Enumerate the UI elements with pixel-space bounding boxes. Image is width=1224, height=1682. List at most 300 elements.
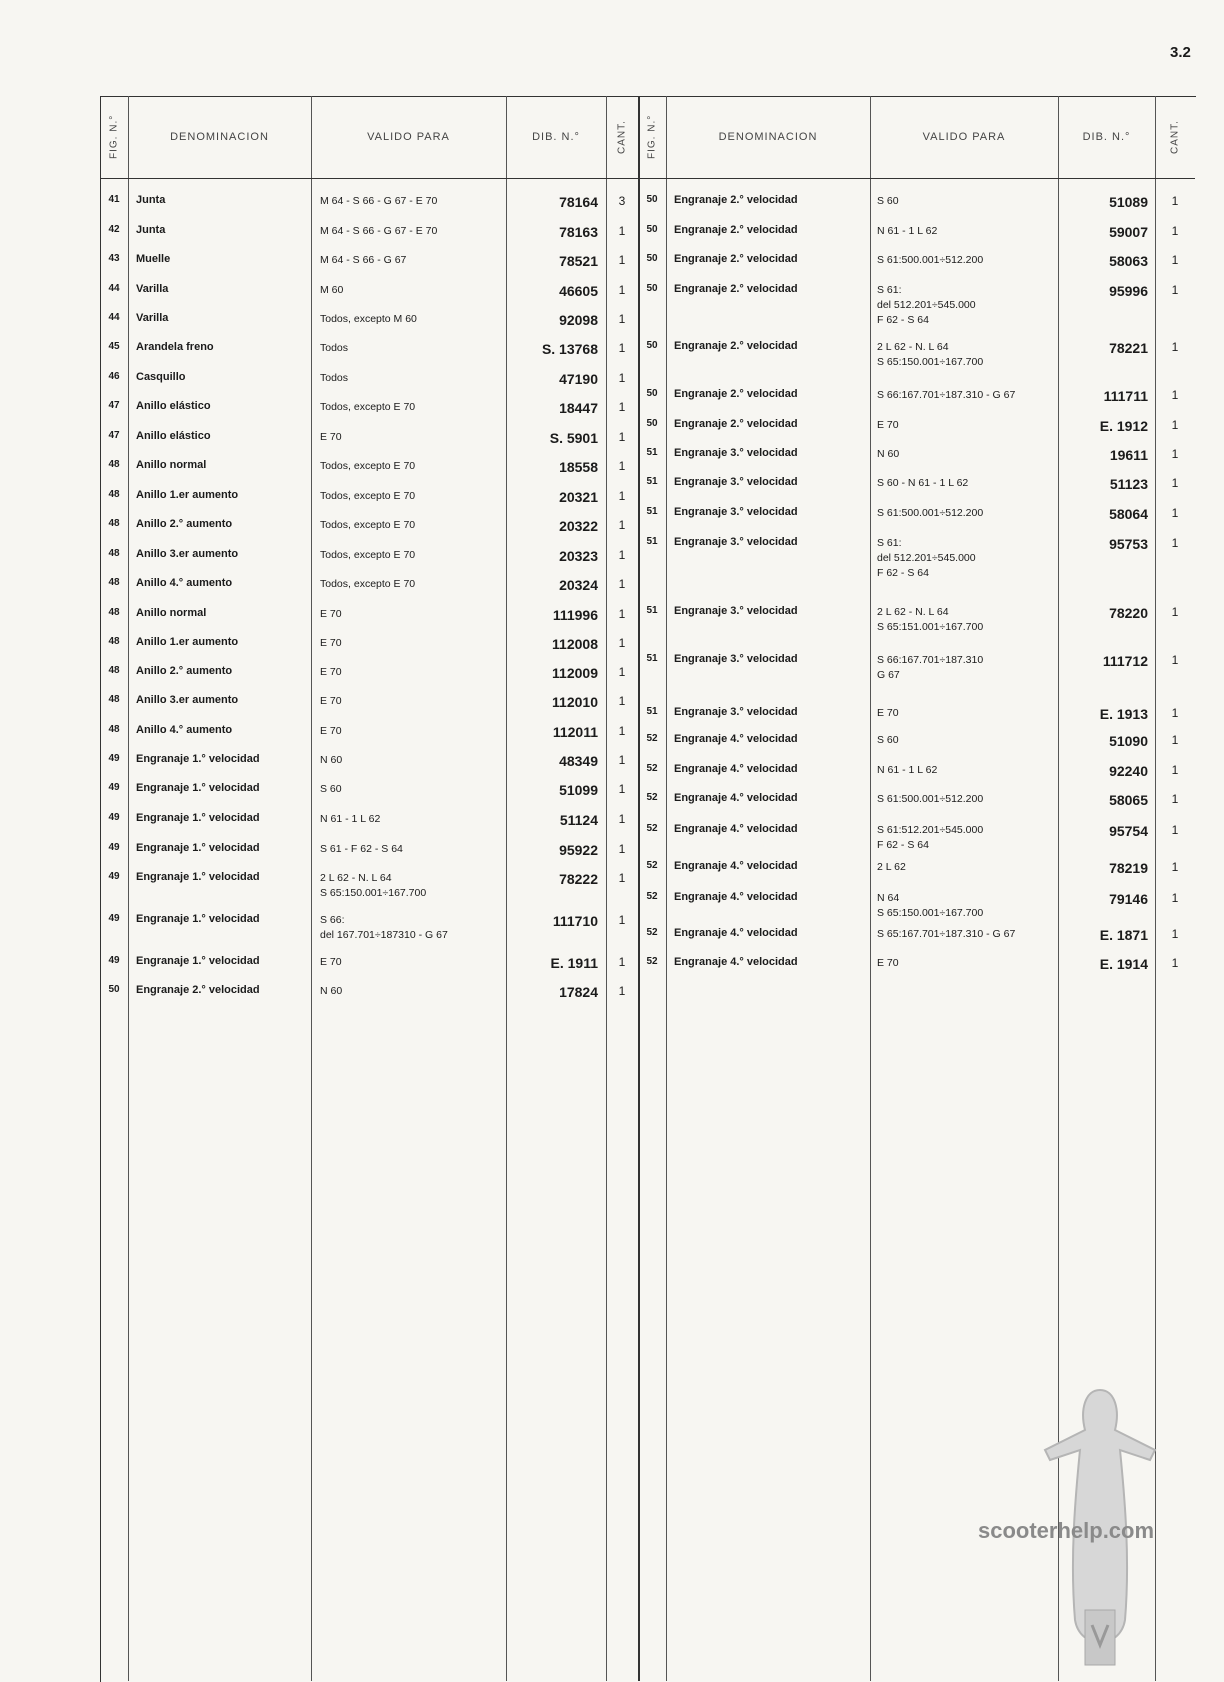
dib-number: 111996 (552, 607, 598, 623)
denominacion: Anillo 1.er aumento (136, 489, 239, 501)
dib-number: 79146 (1109, 891, 1148, 907)
valido-para (320, 312, 500, 327)
dib-number: 20323 (559, 548, 598, 564)
valido-para (320, 871, 500, 901)
valido-line: F 62 - S 64 (877, 839, 929, 851)
fig-number: 51 (646, 653, 658, 664)
valido-line: S 60 - N 61 - 1 L 62 (877, 477, 969, 489)
fig-number: 51 (646, 447, 658, 458)
valido-line: S 61:500.001÷512.200 (877, 254, 984, 266)
cantidad: 1 (618, 812, 626, 826)
valido-para (320, 253, 500, 268)
fig-number: 45 (108, 341, 120, 352)
valido-line: N 61 - 1 L 62 (877, 764, 938, 776)
valido-para (320, 636, 500, 651)
dib-number: 112009 (552, 665, 598, 681)
valido-para (877, 927, 1055, 942)
denominacion: Anillo 2.° aumento (136, 665, 233, 677)
dib-number: 78221 (1109, 340, 1148, 356)
dib-number: 20321 (559, 489, 598, 505)
dib-number: S. 5901 (549, 430, 598, 446)
col-divider (311, 96, 312, 1681)
valido-para (320, 194, 500, 209)
cantidad: 1 (1171, 763, 1179, 777)
valido-line: M 64 - S 66 - G 67 (320, 254, 407, 266)
valido-para (320, 984, 500, 999)
denominacion: Muelle (136, 253, 171, 265)
cantidad: 1 (618, 430, 626, 444)
valido-para (320, 459, 500, 474)
valido-line: M 64 - S 66 - G 67 - E 70 (320, 195, 438, 207)
cantidad: 1 (1171, 860, 1179, 874)
cantidad: 1 (618, 694, 626, 708)
fig-number: 48 (108, 607, 120, 618)
dib-number: 58063 (1109, 253, 1148, 269)
cantidad: 1 (1171, 605, 1179, 619)
dib-number: 78163 (559, 224, 598, 240)
denominacion: Engranaje 1.° velocidad (136, 812, 260, 824)
dib-number: 111711 (1103, 388, 1148, 404)
col-divider (870, 96, 871, 1681)
valido-line: S 61:500.001÷512.200 (877, 793, 984, 805)
denominacion: Engranaje 3.° velocidad (674, 653, 798, 665)
dib-number: 51123 (1109, 476, 1148, 492)
valido-para (877, 792, 1055, 807)
cantidad: 1 (1171, 194, 1179, 208)
dib-number: 46605 (559, 283, 598, 299)
dib-number: 20322 (559, 518, 598, 534)
dib-number: 51089 (1109, 194, 1148, 210)
dib-number: 112008 (552, 636, 598, 652)
fig-number: 49 (108, 753, 120, 764)
fig-number: 50 (108, 984, 120, 995)
fig-number: 42 (108, 224, 120, 235)
valido-line: S 65:167.701÷187.310 - G 67 (877, 928, 1016, 940)
denominacion: Anillo 1.er aumento (136, 636, 239, 648)
valido-line: Todos, excepto E 70 (320, 460, 416, 472)
cantidad: 1 (1171, 340, 1179, 354)
valido-para (320, 430, 500, 445)
cantidad: 1 (1171, 283, 1179, 297)
fig-number: 41 (108, 194, 120, 205)
valido-line: E 70 (877, 957, 899, 969)
denominacion: Engranaje 1.° velocidad (136, 842, 260, 854)
denominacion: Engranaje 4.° velocidad (674, 860, 798, 872)
dib-number: 78220 (1109, 605, 1148, 621)
valido-line: Todos, excepto E 70 (320, 519, 416, 531)
valido-para (877, 418, 1055, 433)
cantidad: 1 (1171, 891, 1179, 905)
denominacion: Arandela freno (136, 341, 214, 353)
header-dib: DIB. N.° (1082, 131, 1131, 143)
fig-number: 48 (108, 577, 120, 588)
valido-para (320, 753, 500, 768)
valido-para (877, 891, 1055, 921)
fig-number: 43 (108, 253, 120, 264)
valido-line: S 61: (877, 284, 902, 296)
cantidad: 1 (618, 665, 626, 679)
cantidad: 1 (618, 371, 626, 385)
fig-number: 49 (108, 782, 120, 793)
cantidad: 1 (618, 459, 626, 473)
dib-number: 78521 (559, 253, 598, 269)
valido-line: E 70 (320, 431, 342, 443)
denominacion: Engranaje 2.° velocidad (674, 340, 798, 352)
denominacion: Engranaje 2.° velocidad (674, 388, 798, 400)
valido-line: 2 L 62 - N. L 64 (877, 341, 949, 353)
denominacion: Engranaje 1.° velocidad (136, 913, 260, 925)
dib-number: 58064 (1109, 506, 1148, 522)
cantidad: 1 (1171, 418, 1179, 432)
dib-number: E. 1871 (1099, 927, 1148, 943)
header-denominacion: DENOMINACION (718, 131, 818, 143)
cantidad: 1 (618, 753, 626, 767)
dib-number: S. 13768 (541, 341, 598, 357)
valido-line: S 61 - F 62 - S 64 (320, 843, 403, 855)
fig-number: 51 (646, 536, 658, 547)
valido-line: E 70 (320, 695, 342, 707)
valido-para (320, 489, 500, 504)
denominacion: Engranaje 2.° velocidad (674, 418, 798, 430)
valido-para (877, 763, 1055, 778)
col-divider (128, 96, 129, 1681)
cantidad: 1 (618, 724, 626, 738)
valido-line: N 61 - 1 L 62 (877, 225, 938, 237)
denominacion: Engranaje 4.° velocidad (674, 733, 798, 745)
denominacion: Engranaje 4.° velocidad (674, 927, 798, 939)
cantidad: 1 (618, 400, 626, 414)
fig-number: 49 (108, 955, 120, 966)
fig-number: 48 (108, 548, 120, 559)
denominacion: Anillo normal (136, 607, 207, 619)
fig-number: 51 (646, 605, 658, 616)
denominacion: Varilla (136, 312, 169, 324)
header-divider (100, 178, 1195, 179)
valido-line: E 70 (320, 608, 342, 620)
valido-line: N 64 (877, 892, 900, 904)
denominacion: Engranaje 4.° velocidad (674, 956, 798, 968)
cantidad: 1 (1171, 253, 1179, 267)
col-divider (506, 96, 507, 1681)
valido-para (320, 665, 500, 680)
fig-number: 50 (646, 194, 658, 205)
fig-number: 48 (108, 665, 120, 676)
denominacion: Engranaje 1.° velocidad (136, 955, 260, 967)
valido-line: E 70 (320, 637, 342, 649)
fig-number: 48 (108, 459, 120, 470)
denominacion: Varilla (136, 283, 169, 295)
valido-line: del 512.201÷545.000 (877, 299, 976, 311)
dib-number: 47190 (559, 371, 598, 387)
valido-line: S 65:150.001÷167.700 (320, 887, 427, 899)
valido-para (877, 605, 1055, 635)
valido-line: N 60 (877, 448, 900, 460)
valido-para (877, 860, 1055, 875)
cantidad: 1 (1171, 956, 1179, 970)
denominacion: Engranaje 4.° velocidad (674, 823, 798, 835)
valido-line: Todos (320, 372, 349, 384)
cantidad: 1 (618, 871, 626, 885)
valido-para (877, 340, 1055, 370)
dib-number: 78219 (1109, 860, 1148, 876)
cantidad: 1 (618, 341, 626, 355)
valido-para (320, 724, 500, 739)
cantidad: 1 (1171, 224, 1179, 238)
fig-number: 46 (108, 371, 120, 382)
valido-line: del 512.201÷545.000 (877, 552, 976, 564)
cantidad: 1 (618, 577, 626, 591)
valido-line: S 60 (320, 783, 342, 795)
fig-number: 44 (108, 312, 120, 323)
dib-number: E. 1911 (550, 955, 598, 971)
cantidad: 1 (618, 607, 626, 621)
valido-line: F 62 - S 64 (877, 567, 929, 579)
header-valido: VALIDO PARA (367, 131, 450, 143)
valido-para (320, 812, 500, 827)
dib-number: E. 1913 (1099, 706, 1148, 722)
valido-para (320, 607, 500, 622)
cantidad: 1 (618, 283, 626, 297)
denominacion: Anillo elástico (136, 400, 211, 412)
denominacion: Engranaje 3.° velocidad (674, 447, 798, 459)
fig-number: 47 (108, 430, 120, 441)
denominacion: Engranaje 3.° velocidad (674, 536, 798, 548)
fig-number: 48 (108, 636, 120, 647)
cantidad: 3 (618, 194, 626, 208)
valido-para (320, 341, 500, 356)
valido-para (320, 400, 500, 415)
header-cant: CANT. (1169, 120, 1181, 154)
valido-line: F 62 - S 64 (877, 314, 929, 326)
valido-line: 2 L 62 - N. L 64 (320, 872, 392, 884)
valido-line: Todos, excepto M 60 (320, 313, 417, 325)
denominacion: Anillo 2.° aumento (136, 518, 233, 530)
denominacion: Anillo 4.° aumento (136, 577, 233, 589)
denominacion: Junta (136, 194, 166, 206)
valido-para (877, 283, 1055, 328)
denominacion: Engranaje 3.° velocidad (674, 506, 798, 518)
denominacion: Anillo normal (136, 459, 207, 471)
fig-number: 52 (646, 891, 658, 902)
cantidad: 1 (618, 489, 626, 503)
dib-number: 20324 (559, 577, 598, 593)
dib-number: 78222 (559, 871, 598, 887)
valido-para (320, 842, 500, 857)
valido-line: E 70 (320, 956, 342, 968)
denominacion: Engranaje 4.° velocidad (674, 763, 798, 775)
cantidad: 1 (1171, 447, 1179, 461)
denominacion: Anillo 3.er aumento (136, 694, 239, 706)
cantidad: 1 (618, 782, 626, 796)
dib-number: 18558 (559, 459, 598, 475)
valido-para (877, 253, 1055, 268)
denominacion: Anillo elástico (136, 430, 211, 442)
fig-number: 52 (646, 733, 658, 744)
dib-number: 95922 (559, 842, 598, 858)
dib-number: 59007 (1109, 224, 1148, 240)
cantidad: 1 (1171, 706, 1179, 720)
valido-para (320, 955, 500, 970)
dib-number: 95753 (1109, 536, 1148, 552)
cantidad: 1 (618, 842, 626, 856)
cantidad: 1 (1171, 536, 1179, 550)
cantidad: 1 (618, 955, 626, 969)
valido-line: G 67 (877, 669, 900, 681)
fig-number: 52 (646, 823, 658, 834)
denominacion: Engranaje 3.° velocidad (674, 476, 798, 488)
valido-line: S 65:150.001÷167.700 (877, 356, 984, 368)
header-dib: DIB. N.° (532, 131, 580, 143)
fig-number: 49 (108, 812, 120, 823)
cantidad: 1 (1171, 792, 1179, 806)
fig-number: 52 (646, 956, 658, 967)
valido-line: S 65:150.001÷167.700 (877, 907, 984, 919)
denominacion: Engranaje 2.° velocidad (674, 253, 798, 265)
valido-line: S 61:500.001÷512.200 (877, 507, 984, 519)
valido-para (877, 224, 1055, 239)
denominacion: Engranaje 4.° velocidad (674, 792, 798, 804)
dib-number: 111712 (1102, 653, 1148, 669)
cantidad: 1 (618, 253, 626, 267)
fig-number: 50 (646, 418, 658, 429)
table-separator (638, 96, 640, 1681)
col-divider (606, 96, 607, 1681)
cantidad: 1 (1171, 823, 1179, 837)
valido-para (320, 224, 500, 239)
valido-para (877, 194, 1055, 209)
valido-line: M 60 (320, 284, 344, 296)
dib-number: 92240 (1109, 763, 1148, 779)
watermark: scooterhelp.com (978, 1518, 1155, 1543)
denominacion: Engranaje 2.° velocidad (674, 194, 798, 206)
dib-number: E. 1914 (1099, 956, 1148, 972)
header-denominacion: DENOMINACION (170, 131, 269, 143)
dib-number: 51124 (559, 812, 598, 828)
valido-line: E 70 (877, 419, 899, 431)
fig-number: 48 (108, 518, 120, 529)
fig-number: 50 (646, 283, 658, 294)
denominacion: Engranaje 1.° velocidad (136, 753, 260, 765)
valido-line: E 70 (320, 725, 342, 737)
header-valido: VALIDO PARA (922, 131, 1006, 143)
fig-number: 50 (646, 388, 658, 399)
denominacion: Engranaje 1.° velocidad (136, 871, 260, 883)
valido-para (877, 476, 1055, 491)
valido-line: S 66:167.701÷187.310 (877, 654, 984, 666)
valido-para (320, 371, 500, 386)
valido-para (877, 388, 1055, 403)
valido-line: S 61:512.201÷545.000 (877, 824, 984, 836)
dib-number: 51099 (559, 782, 598, 798)
valido-para (320, 577, 500, 592)
header-fig: FIG. N.° (646, 114, 658, 160)
valido-line: Todos, excepto E 70 (320, 490, 416, 502)
cantidad: 1 (618, 913, 626, 927)
denominacion: Engranaje 2.° velocidad (136, 984, 260, 996)
cantidad: 1 (1171, 506, 1179, 520)
denominacion: Casquillo (136, 371, 186, 383)
cantidad: 1 (1171, 927, 1179, 941)
header-fig: FIG. N.° (108, 114, 120, 160)
fig-number: 51 (646, 506, 658, 517)
dib-number: 17824 (559, 984, 598, 1000)
valido-line: Todos (320, 342, 349, 354)
fig-number: 49 (108, 871, 120, 882)
valido-line: S 66: (320, 914, 345, 926)
valido-line: 2 L 62 (877, 861, 906, 873)
fig-number: 50 (646, 253, 658, 264)
valido-para (877, 733, 1055, 748)
fig-number: 49 (108, 913, 120, 924)
fig-number: 48 (108, 489, 120, 500)
valido-line: 2 L 62 - N. L 64 (877, 606, 949, 618)
fig-number: 44 (108, 283, 120, 294)
header-cant: CANT. (616, 120, 628, 154)
dib-number: 51090 (1109, 733, 1148, 749)
cantidad: 1 (1171, 388, 1179, 402)
fig-number: 52 (646, 763, 658, 774)
valido-para (877, 653, 1055, 683)
denominacion: Engranaje 3.° velocidad (674, 706, 798, 718)
dib-number: E. 1912 (1099, 418, 1148, 434)
dib-number: 48349 (559, 753, 598, 769)
valido-line: N 60 (320, 985, 343, 997)
valido-para (877, 536, 1055, 581)
valido-line: E 70 (877, 707, 899, 719)
fig-number: 50 (646, 224, 658, 235)
denominacion: Anillo 4.° aumento (136, 724, 233, 736)
cantidad: 1 (1171, 476, 1179, 490)
fig-number: 50 (646, 340, 658, 351)
valido-line: N 61 - 1 L 62 (320, 813, 381, 825)
denominacion: Engranaje 2.° velocidad (674, 224, 798, 236)
fig-number: 49 (108, 842, 120, 853)
cantidad: 1 (618, 984, 626, 998)
dib-number: 95754 (1109, 823, 1148, 839)
valido-line: S 66:167.701÷187.310 - G 67 (877, 389, 1016, 401)
valido-para (877, 506, 1055, 521)
valido-line: E 70 (320, 666, 342, 678)
valido-line: S 60 (877, 734, 899, 746)
valido-line: Todos, excepto E 70 (320, 578, 416, 590)
valido-para (320, 518, 500, 533)
dib-number: 78164 (559, 194, 598, 210)
denominacion: Engranaje 1.° velocidad (136, 782, 260, 794)
cantidad: 1 (618, 636, 626, 650)
cantidad: 1 (618, 224, 626, 238)
valido-line: M 64 - S 66 - G 67 - E 70 (320, 225, 438, 237)
denominacion: Engranaje 3.° velocidad (674, 605, 798, 617)
valido-line: del 167.701÷187310 - G 67 (320, 929, 448, 941)
valido-line: S 65:151.001÷167.700 (877, 621, 984, 633)
dib-number: 18447 (559, 400, 598, 416)
valido-para (320, 782, 500, 797)
fig-number: 52 (646, 927, 658, 938)
valido-para (877, 706, 1055, 721)
valido-para (877, 447, 1055, 462)
fig-number: 52 (646, 792, 658, 803)
dib-number: 111710 (552, 913, 598, 929)
fig-number: 52 (646, 860, 658, 871)
col-divider (666, 96, 667, 1681)
denominacion: Engranaje 4.° velocidad (674, 891, 798, 903)
cantidad: 1 (1171, 653, 1179, 667)
valido-para (320, 283, 500, 298)
cantidad: 1 (618, 312, 626, 326)
cantidad: 1 (618, 548, 626, 562)
fig-number: 51 (646, 706, 658, 717)
dib-number: 19611 (1109, 447, 1148, 463)
